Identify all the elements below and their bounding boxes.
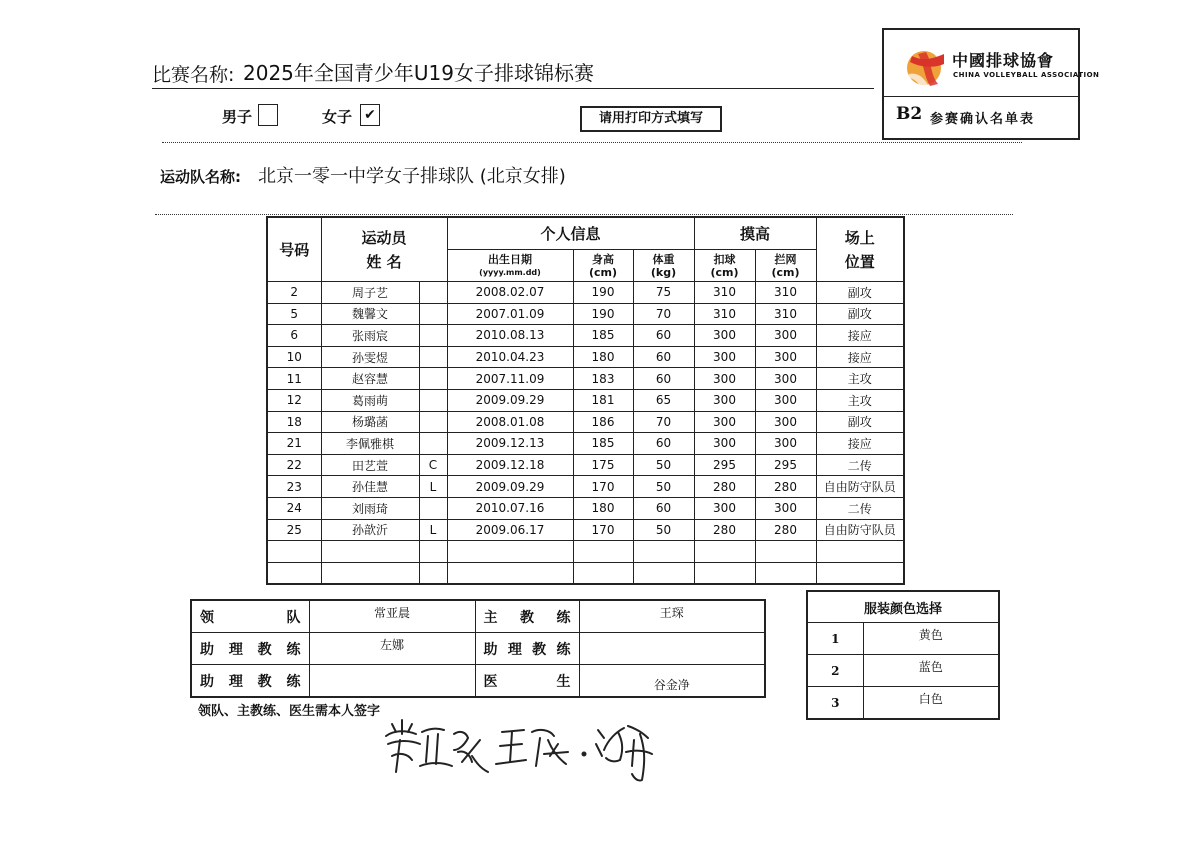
doctor-label: 医生 [475, 665, 579, 698]
player-role [419, 497, 447, 519]
player-name: 李佩雅棋 [321, 433, 419, 455]
player-name: 孙歆沂 [321, 519, 419, 541]
player-role [419, 411, 447, 433]
table-row [267, 476, 904, 498]
uniform-colors-table [806, 590, 1000, 720]
player-no: 10 [267, 346, 321, 368]
player-birth: 2009.09.29 [447, 389, 573, 411]
player-name: 杨璐菡 [321, 411, 419, 433]
header-block-label: 拦网 [774, 252, 797, 266]
player-name: 魏馨文 [321, 303, 419, 325]
player-weight: 75 [633, 282, 694, 304]
player-spike: 280 [694, 519, 755, 541]
player-role [419, 346, 447, 368]
player-block: 300 [755, 411, 816, 433]
header-position [816, 217, 904, 282]
player-spike: 295 [694, 454, 755, 476]
table-row [267, 303, 904, 325]
player-position: 自由防守队员 [816, 476, 904, 498]
player-birth: 2009.12.13 [447, 433, 573, 455]
player-height: 186 [573, 411, 633, 433]
table-row [267, 368, 904, 390]
dotted-divider-bottom [155, 214, 1013, 215]
player-no: 5 [267, 303, 321, 325]
player-block: 310 [755, 303, 816, 325]
logo-divider [882, 96, 1080, 97]
player-birth: 2010.04.23 [447, 346, 573, 368]
player-spike: 280 [694, 476, 755, 498]
player-height [573, 562, 633, 584]
header-birth-format: (yyyy.mm.dd) [479, 267, 541, 277]
dotted-divider-top [162, 142, 1022, 143]
player-weight: 60 [633, 368, 694, 390]
player-spike: 300 [694, 497, 755, 519]
player-role [419, 282, 447, 304]
player-block: 300 [755, 346, 816, 368]
header-weight-label: 体重 [652, 252, 675, 266]
player-height: 180 [573, 497, 633, 519]
player-no: 21 [267, 433, 321, 455]
player-weight: 60 [633, 433, 694, 455]
player-birth: 2008.02.07 [447, 282, 573, 304]
roster-body [267, 282, 904, 585]
player-position: 二传 [816, 497, 904, 519]
player-weight: 60 [633, 325, 694, 347]
player-position: 副攻 [816, 303, 904, 325]
logo-chinese-text: 中國排球協會 [952, 51, 1055, 70]
player-role [419, 325, 447, 347]
player-height: 190 [573, 303, 633, 325]
player-block: 300 [755, 325, 816, 347]
competition-name: 2025年全国青少年U19女子排球锦标赛 [243, 61, 594, 85]
player-height: 180 [573, 346, 633, 368]
player-role [419, 303, 447, 325]
player-birth [447, 562, 573, 584]
player-birth: 2009.06.17 [447, 519, 573, 541]
leader-label: 领队 [191, 600, 309, 633]
table-row [267, 519, 904, 541]
table-row [267, 541, 904, 563]
header-position-line2: 位置 [844, 252, 875, 271]
header-block-unit: (cm) [771, 265, 800, 279]
player-birth: 2010.07.16 [447, 497, 573, 519]
player-role [419, 389, 447, 411]
header-personal-info: 个人信息 [447, 217, 694, 250]
player-role [419, 368, 447, 390]
player-name: 孙佳慧 [321, 476, 419, 498]
player-spike: 300 [694, 411, 755, 433]
player-weight: 50 [633, 476, 694, 498]
doctor-value: 谷金净 [579, 665, 765, 698]
table-row [267, 411, 904, 433]
player-name: 赵容慧 [321, 368, 419, 390]
player-spike: 300 [694, 433, 755, 455]
gender-male-checkbox[interactable] [258, 104, 278, 126]
header-height [573, 250, 633, 282]
header-block [755, 250, 816, 282]
player-height [573, 541, 633, 563]
player-position: 副攻 [816, 411, 904, 433]
header-athlete [321, 217, 447, 282]
player-spike: 310 [694, 303, 755, 325]
assistant-coach-2-label: 助理教练 [475, 633, 579, 665]
logo-english-text: CHINA VOLLEYBALL ASSOCIATION [953, 71, 1100, 79]
team-label: 运动队名称: [160, 168, 241, 186]
player-spike: 300 [694, 389, 755, 411]
player-birth: 2009.12.18 [447, 454, 573, 476]
signature-note: 领队、主教练、医生需本人签字 [198, 704, 381, 719]
player-position [816, 562, 904, 584]
player-weight: 60 [633, 346, 694, 368]
player-weight: 50 [633, 519, 694, 541]
player-no: 22 [267, 454, 321, 476]
player-role [419, 433, 447, 455]
print-note-box: 请用打印方式填写 [580, 106, 722, 132]
table-row [267, 282, 904, 304]
player-spike: 300 [694, 325, 755, 347]
header-spike-label: 扣球 [713, 252, 736, 266]
uniform-colors-title: 服装颜色选择 [807, 591, 999, 623]
player-weight [633, 541, 694, 563]
player-height: 170 [573, 476, 633, 498]
player-block: 310 [755, 282, 816, 304]
player-name: 周子艺 [321, 282, 419, 304]
player-name: 孙雯煜 [321, 346, 419, 368]
color-number-2: 2 [807, 655, 863, 687]
player-weight: 70 [633, 303, 694, 325]
header-birth [447, 250, 573, 282]
header-birth-label: 出生日期 [488, 252, 532, 266]
player-role: L [419, 476, 447, 498]
player-block: 295 [755, 454, 816, 476]
player-spike: 310 [694, 282, 755, 304]
player-height: 175 [573, 454, 633, 476]
player-block [755, 541, 816, 563]
assistant-coach-1-label: 助理教练 [191, 633, 309, 665]
head-coach-label: 主教练 [475, 600, 579, 633]
header-spike [694, 250, 755, 282]
player-no: 23 [267, 476, 321, 498]
player-name [321, 541, 419, 563]
table-row [267, 562, 904, 584]
player-position [816, 541, 904, 563]
player-weight: 65 [633, 389, 694, 411]
player-spike: 300 [694, 346, 755, 368]
assistant-coach-2-value [309, 665, 475, 698]
table-row [267, 497, 904, 519]
header-height-label: 身高 [592, 252, 614, 266]
header-athlete-line1: 运动员 [361, 228, 407, 247]
player-role [419, 541, 447, 563]
table-row [267, 346, 904, 368]
player-no: 25 [267, 519, 321, 541]
player-name [321, 562, 419, 584]
player-name: 田艺萱 [321, 454, 419, 476]
table-row [267, 454, 904, 476]
player-no: 6 [267, 325, 321, 347]
player-position: 主攻 [816, 368, 904, 390]
player-weight [633, 562, 694, 584]
color-value-3: 白色 [863, 687, 999, 720]
player-position: 二传 [816, 454, 904, 476]
form-title: 参赛确认名单表 [930, 112, 1036, 127]
player-block: 300 [755, 389, 816, 411]
form-code: B2 [896, 104, 923, 124]
player-role: C [419, 454, 447, 476]
player-block: 280 [755, 519, 816, 541]
player-block: 300 [755, 497, 816, 519]
roster-table [266, 216, 905, 585]
assistant-coach-1-value: 左娜 [309, 633, 475, 665]
player-position: 接应 [816, 325, 904, 347]
leader-value: 常亚晨 [309, 600, 475, 633]
color-number-1: 1 [807, 623, 863, 655]
player-birth: 2007.11.09 [447, 368, 573, 390]
player-name: 葛雨萌 [321, 389, 419, 411]
player-name: 张雨宸 [321, 325, 419, 347]
header-reach: 摸高 [694, 217, 816, 250]
player-spike [694, 541, 755, 563]
player-no [267, 562, 321, 584]
player-block: 300 [755, 433, 816, 455]
staff-table [190, 599, 766, 698]
team-name: 北京一零一中学女子排球队 (北京女排) [258, 166, 566, 187]
blank-cell [579, 633, 765, 665]
header-spike-unit: (cm) [710, 265, 739, 279]
player-height: 185 [573, 433, 633, 455]
header-weight-unit: (kg) [650, 265, 677, 279]
gender-female-label: 女子 [322, 108, 353, 126]
header-height-unit: (cm) [588, 265, 618, 279]
header-athlete-line2: 姓 名 [366, 252, 402, 271]
player-no: 2 [267, 282, 321, 304]
player-position: 副攻 [816, 282, 904, 304]
gender-female-checkbox[interactable]: ✔ [360, 104, 380, 126]
player-height: 170 [573, 519, 633, 541]
player-block: 300 [755, 368, 816, 390]
handwritten-signature [372, 710, 672, 784]
player-no: 18 [267, 411, 321, 433]
player-name: 刘雨琦 [321, 497, 419, 519]
header-weight [633, 250, 694, 282]
player-height: 183 [573, 368, 633, 390]
player-birth: 2009.09.29 [447, 476, 573, 498]
header-number: 号码 [267, 217, 321, 282]
player-block: 280 [755, 476, 816, 498]
player-no: 24 [267, 497, 321, 519]
player-birth: 2010.08.13 [447, 325, 573, 347]
player-weight: 60 [633, 497, 694, 519]
header-position-line1: 场上 [844, 228, 875, 247]
player-birth: 2007.01.09 [447, 303, 573, 325]
competition-label: 比赛名称: [152, 64, 235, 86]
table-row [267, 389, 904, 411]
player-role [419, 562, 447, 584]
player-position: 主攻 [816, 389, 904, 411]
player-position: 自由防守队员 [816, 519, 904, 541]
table-row [267, 325, 904, 347]
player-spike [694, 562, 755, 584]
player-position: 接应 [816, 433, 904, 455]
table-row [267, 433, 904, 455]
player-role: L [419, 519, 447, 541]
player-no: 11 [267, 368, 321, 390]
volleyball-logo-icon [904, 48, 948, 88]
player-birth: 2008.01.08 [447, 411, 573, 433]
color-number-3: 3 [807, 687, 863, 720]
player-position: 接应 [816, 346, 904, 368]
competition-underline [152, 88, 874, 89]
player-spike: 300 [694, 368, 755, 390]
player-weight: 70 [633, 411, 694, 433]
gender-male-label: 男子 [222, 108, 253, 126]
player-no: 12 [267, 389, 321, 411]
player-height: 185 [573, 325, 633, 347]
player-height: 190 [573, 282, 633, 304]
player-weight: 50 [633, 454, 694, 476]
assistant-coach-3-label: 助理教练 [191, 665, 309, 698]
color-value-2: 蓝色 [863, 655, 999, 687]
head-coach-value: 王琛 [579, 600, 765, 633]
player-no [267, 541, 321, 563]
player-height: 181 [573, 389, 633, 411]
color-value-1: 黄色 [863, 623, 999, 655]
player-birth [447, 541, 573, 563]
player-block [755, 562, 816, 584]
